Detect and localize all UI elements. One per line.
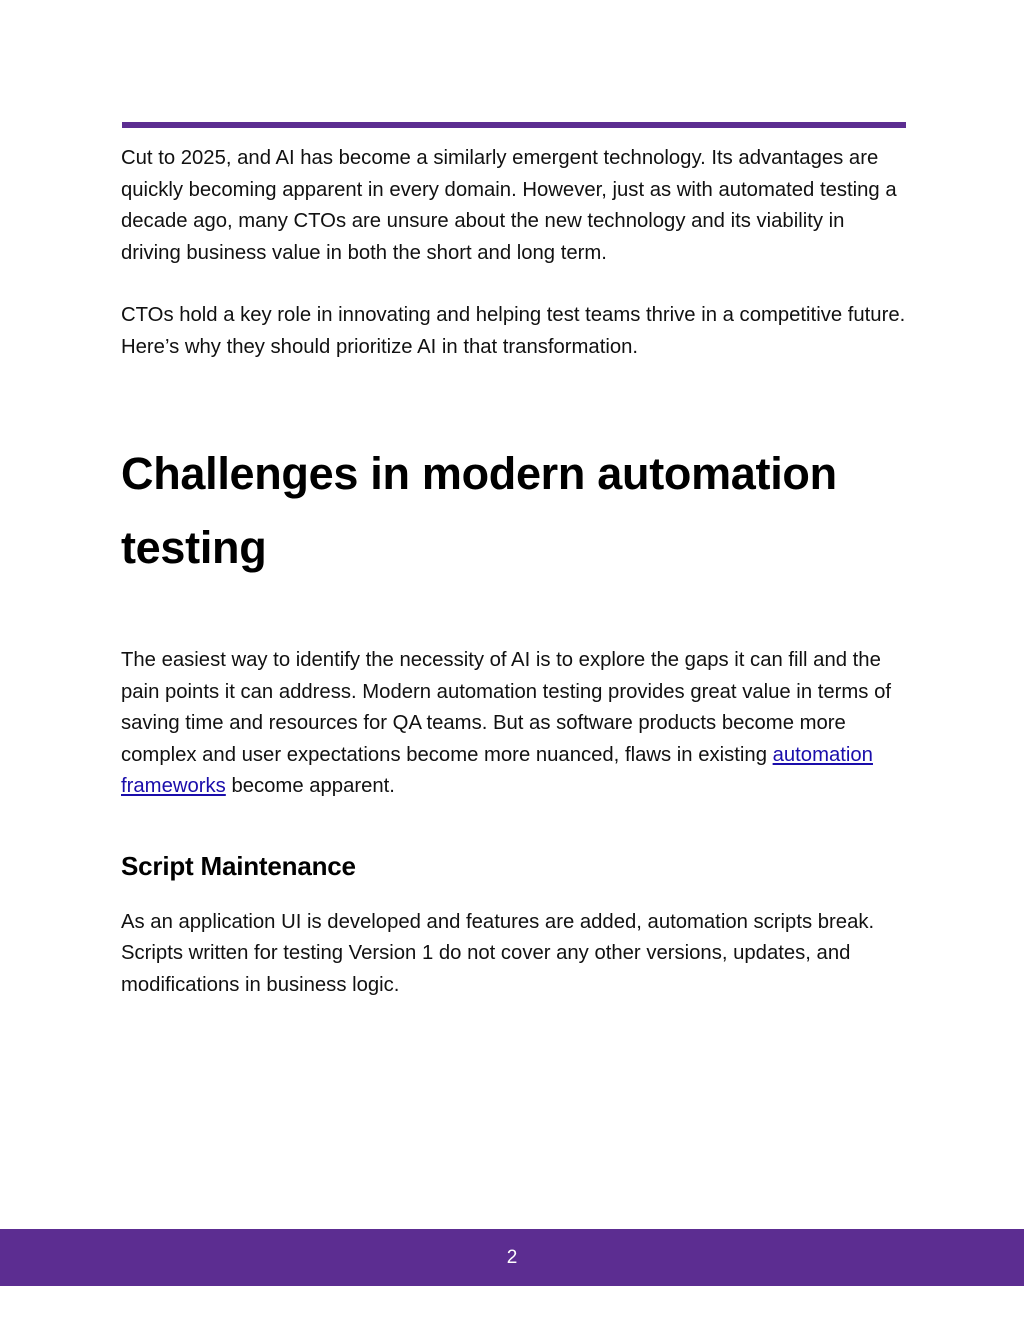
subheading-script-maintenance: Script Maintenance [121, 850, 356, 881]
automation-frameworks-link[interactable]: automation frameworks [121, 743, 873, 797]
intro-paragraph-2: CTOs hold a key role in innovating and helping test teams thrive in a competitive future. Here’s why they should prioritize AI in that transformation. [121, 304, 906, 358]
script-maintenance-paragraph: As an application UI is developed and features are added, automation scripts break. Scripts written for testing Version 1 do not cover any other versions, updates, and modifications in business logic. [121, 910, 875, 996]
intro-paragraph-1: Cut to 2025, and AI has become a similarly emergent technology. Its advantages are quickly becoming apparent in every domain. However, just as with automated testing a decade ago, many CTOs are unsure about the new technology and its viability in driving business value in both the short and long term. [121, 147, 897, 264]
challenges-text-before-link: The easiest way to identify the necessity of AI is to explore the gaps it can fill and the pain points it can address. Modern automation testing provides great value in terms of saving time and resources for QA teams. But as software products become more complex and user expectations become more nuanced, flaws in existing [121, 649, 891, 766]
challenges-text-after-link: become apparent. [225, 775, 395, 797]
challenges-paragraph [121, 645, 907, 803]
footer-bar [0, 1229, 1024, 1286]
section-heading-challenges: Challenges in modern automation testing [121, 448, 837, 573]
document-body [121, 143, 907, 1001]
top-divider [122, 122, 906, 128]
page-number: 2 [506, 1246, 518, 1268]
